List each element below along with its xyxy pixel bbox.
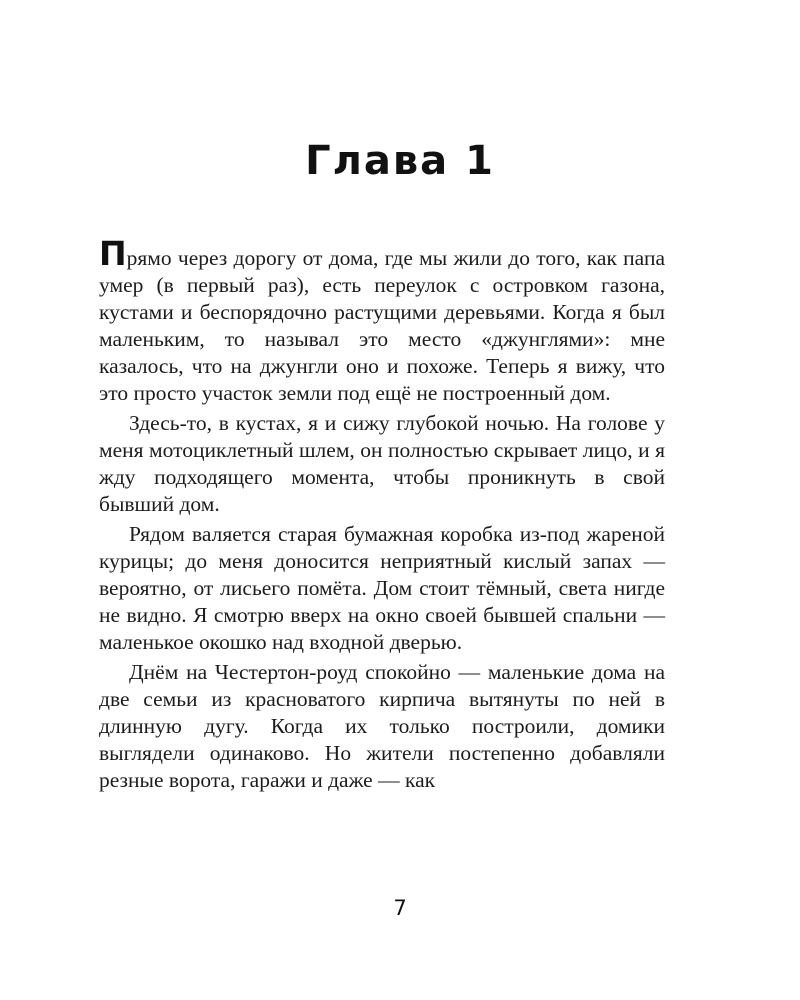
chapter-body (99, 234, 665, 797)
paragraph-1-text: рямо через дорогу от дома, где мы жили до того, как папа умер (в первый раз), есть переулок с островком газона, кустами и беспорядочно растущими деревьями. Когда я был маленьким, то называл это место «джунглями»: мне казалось, что на джунгли оно и похоже. Теперь я вижу, что это просто участок земли под ещё не построенный дом. (99, 246, 665, 405)
chapter-title: Глава 1 (305, 138, 495, 184)
page-number: 7 (393, 896, 407, 920)
drop-cap: П (99, 234, 127, 273)
paragraph-2: Здесь-то, в кустах, я и сижу глубокой ночью. На голове у меня мотоциклетный шлем, он полностью скрывает лицо, и я жду подходящего момента, чтобы проникнуть в свой бывший дом. (99, 411, 665, 516)
paragraph-4: Днём на Честертон-роуд спокойно — маленькие дома на две семьи из красноватого кирпича вытянуты по ней в длинную дугу. Когда их только построили, домики выглядели одинаково. Но жители постепенно добавляли резные ворота, гаражи и даже — как (99, 660, 665, 792)
paragraph-3: Рядом валяется старая бумажная коробка из-под жареной курицы; до меня доносится неприятный кислый запах — вероятно, от лисьего помёта. Дом стоит тёмный, света нигде не видно. Я смотрю вверх на окно своей бывшей спальни — маленькое окошко над входной дверью. (99, 522, 665, 654)
paragraph-1 (99, 234, 665, 407)
